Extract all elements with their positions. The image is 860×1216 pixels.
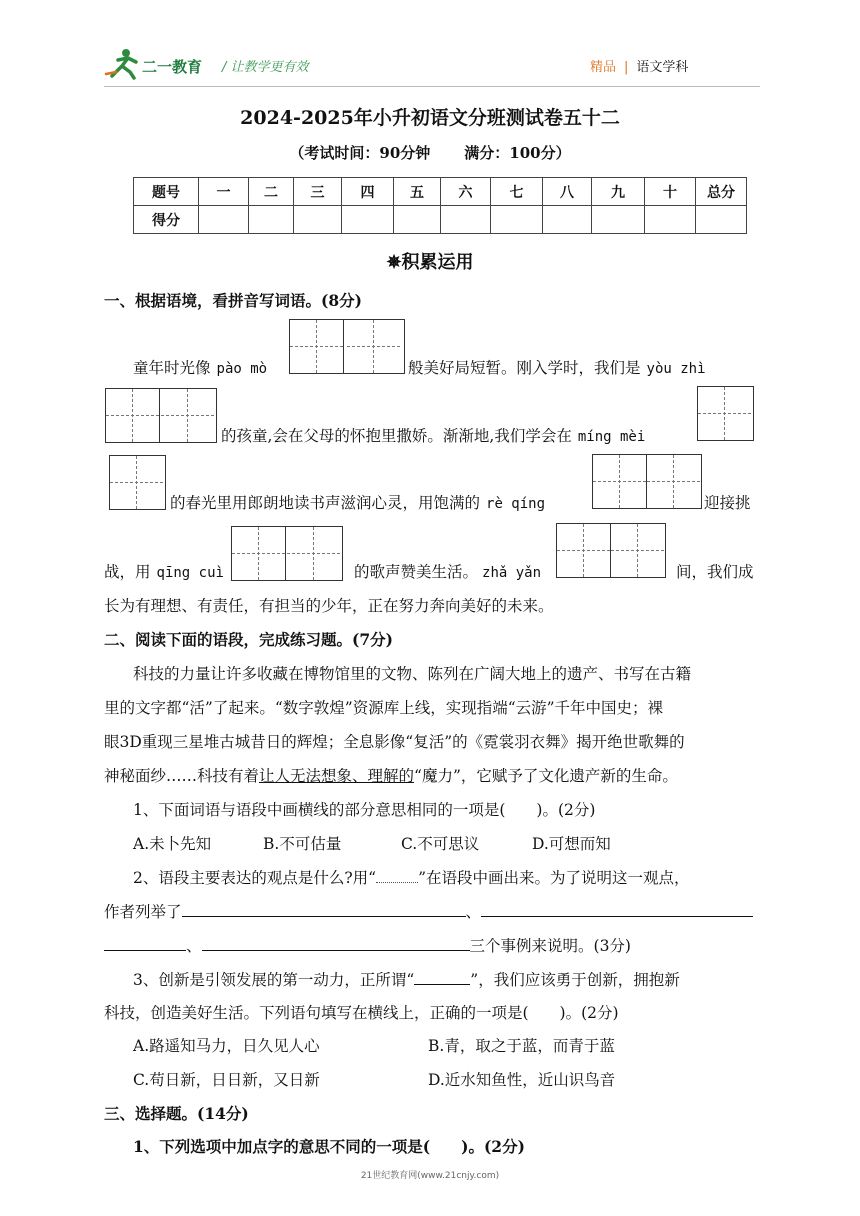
q1-line-4: 战，用 qīng cuì [104, 563, 224, 581]
writing-box[interactable] [556, 523, 666, 578]
table-cell: 十 [645, 178, 696, 206]
q2-sub-3-line: 科技，创造美好生活。下列语句填写在横线上，正确的一项是( )。(2分) [104, 1004, 619, 1022]
q3-sub-1: 1、下列选项中加点字的意思不同的一项是( )。(2分) [133, 1137, 525, 1156]
pinyin: pào mò [216, 361, 268, 377]
paragraph-line: 神秘面纱……科技有着让人无法想象、理解的“魔力”，它赋予了文化遗产新的生命。 [104, 767, 678, 785]
subject-tag: 语文学科 [636, 60, 689, 75]
score-input-cell[interactable] [645, 206, 696, 234]
q2-sub-2-line-b: 、 三个事例来说明。(3分) [104, 934, 631, 956]
pinyin: míng mèi [577, 429, 646, 445]
q2-sub-2-line: 作者列举了 、 [104, 900, 753, 922]
score-input-cell[interactable] [294, 206, 342, 234]
header-divider [104, 86, 760, 87]
quality-tag: 精品 [590, 60, 617, 75]
exam-time: （考试时间：90分钟 [289, 144, 431, 162]
writing-box[interactable] [289, 319, 405, 374]
table-cell: 九 [592, 178, 645, 206]
pinyin: zhǎ yǎn [482, 565, 542, 581]
score-input-cell[interactable] [342, 206, 394, 234]
table-cell: 六 [441, 178, 491, 206]
q2-sub-1: 1、下面词语与语段中画横线的部分意思相同的一项是( )。(2分) [133, 801, 596, 819]
pinyin: qīng cuì [156, 565, 224, 581]
option-d[interactable]: D.可想而知 [532, 835, 611, 853]
table-cell: 七 [491, 178, 543, 206]
underlined-phrase: 让人无法想象、理解的 [259, 767, 415, 785]
score-input-cell[interactable] [491, 206, 543, 234]
score-input-cell[interactable] [696, 206, 747, 234]
table-cell: 三 [294, 178, 342, 206]
score-table-score-row [134, 206, 747, 234]
section-title: ✵积累运用 [386, 252, 474, 273]
option-c[interactable]: C.苟日新，日日新，又日新 [133, 1071, 320, 1089]
question-3-title: 三、选择题。(14分) [104, 1104, 249, 1123]
writing-box[interactable] [105, 388, 217, 443]
q1-line-3b: 迎接挑 [704, 494, 751, 512]
table-cell: 八 [543, 178, 592, 206]
writing-box[interactable] [231, 526, 343, 581]
q1-line-2: 的孩童,会在父母的怀抱里撒娇。渐渐地,我们学会在 míng mèi [221, 427, 646, 445]
score-input-cell[interactable] [441, 206, 491, 234]
writing-box[interactable] [697, 386, 754, 441]
score-input-cell[interactable] [199, 206, 249, 234]
score-input-cell[interactable] [394, 206, 441, 234]
full-score: 满分：100分） [464, 144, 571, 162]
table-cell: 一 [199, 178, 249, 206]
paragraph-line: 里的文字都“活”了起来。“数字敦煌”资源库上线，实现指端“云游”千年中国史；裸 [104, 699, 664, 717]
brand-name: 二一教育 [142, 58, 203, 76]
page-title: 2024-2025年小升初语文分班测试卷五十二 [240, 107, 620, 129]
option-b[interactable]: B.青，取之于蓝，而青于蓝 [428, 1037, 615, 1055]
option-b[interactable]: B.不可估量 [263, 835, 342, 853]
q1-line-4b: 的歌声赞美生活。 zhǎ yǎn [354, 563, 542, 581]
pinyin: yòu zhì [646, 361, 706, 377]
option-d[interactable]: D.近水知鱼性，近山识鸟音 [428, 1071, 616, 1089]
wavy-line-mark [376, 868, 418, 883]
writing-box[interactable] [592, 454, 702, 509]
option-a[interactable]: A.路遥知马力，日久见人心 [133, 1037, 320, 1055]
paragraph-line: 眼3D重现三星堆古城昔日的辉煌；全息影像“复活”的《霓裳羽衣舞》揭开绝世歌舞的 [104, 733, 685, 751]
score-input-cell[interactable] [592, 206, 645, 234]
table-cell: 五 [394, 178, 441, 206]
score-input-cell[interactable] [543, 206, 592, 234]
page-footer: 21世纪教育网(www.21cnjy.com) [360, 1171, 500, 1181]
option-c[interactable]: C.不可思议 [401, 835, 480, 853]
table-cell: 二 [249, 178, 294, 206]
q1-line-3: 的春光里用郎朗地读书声滋润心灵，用饱满的 rè qíng [170, 494, 546, 512]
question-1-title: 一、根据语境，看拼音写词语。(8分) [104, 291, 362, 310]
answer-blank[interactable] [202, 934, 470, 951]
answer-blank[interactable] [481, 900, 753, 917]
table-cell: 得分 [134, 206, 199, 234]
answer-blank[interactable] [182, 900, 466, 917]
answer-blank[interactable] [414, 968, 470, 985]
score-table [133, 177, 747, 234]
paragraph-line: 科技的力量让许多收藏在博物馆里的文物、陈列在广阔大地上的遗产、书写在古籍 [133, 665, 692, 683]
pinyin: rè qíng [486, 496, 546, 512]
question-2-title: 二、阅读下面的语段，完成练习题。(7分) [104, 630, 393, 649]
exam-info [0, 142, 860, 163]
table-cell: 总分 [696, 178, 747, 206]
q1-line-1: 童年时光像 pào mò [133, 359, 268, 377]
table-cell: 四 [342, 178, 394, 206]
q1-line-5: 长为有理想、有责任，有担当的少年，正在努力奔向美好的未来。 [104, 597, 554, 615]
score-table-header-row [134, 178, 747, 206]
q2-sub-2: 2、语段主要表达的观点是什么?用“ ”在语段中画出来。为了说明这一观点， [133, 869, 690, 887]
answer-blank[interactable] [104, 934, 186, 951]
writing-box[interactable] [109, 455, 166, 510]
table-cell: 题号 [134, 178, 199, 206]
option-a[interactable]: A.未卜先知 [133, 835, 212, 853]
header-tags: 精品 | 语文学科 [590, 60, 689, 75]
q1-line-4c: 间，我们成 [676, 563, 754, 581]
score-input-cell[interactable] [249, 206, 294, 234]
brand-slogan: / 让教学更有效 [222, 60, 309, 75]
q2-sub-3: 3、创新是引领发展的第一动力，正所谓“ ”，我们应该勇于创新，拥抱新 [133, 968, 680, 990]
q1-line-1b: 般美好局短暂。刚入学时，我们是 yòu zhì [408, 359, 706, 377]
